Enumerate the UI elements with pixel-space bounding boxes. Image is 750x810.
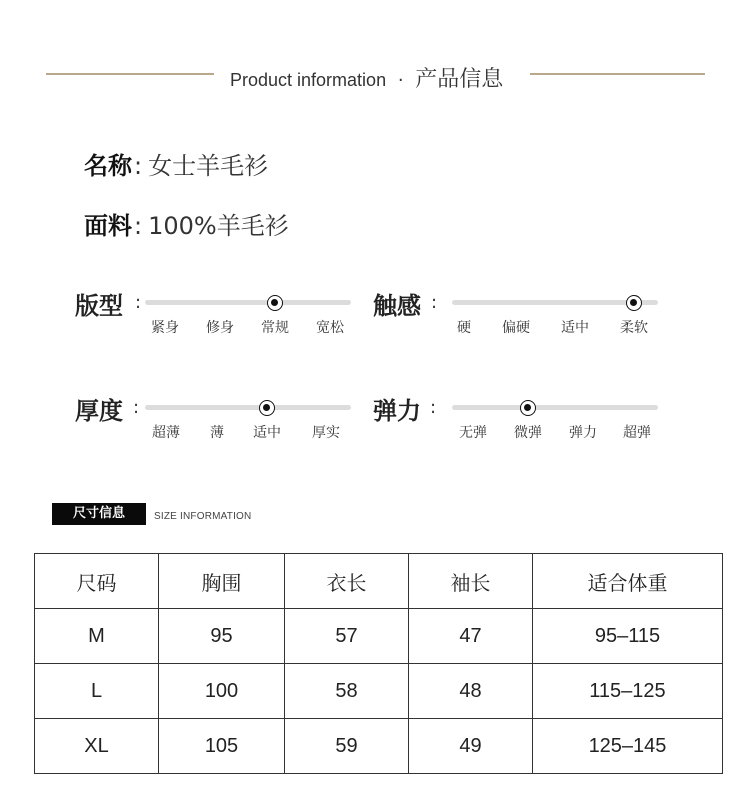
size-table-header: 胸围 [159,554,285,609]
fit-selected-knob [267,295,283,311]
size-info-subtitle: SIZE INFORMATION [154,511,252,522]
table-cell: 47 [409,609,533,664]
size-table-header: 适合体重 [533,554,723,609]
elasticity-track [452,405,658,410]
fit-option: 常规 [261,320,289,336]
table-cell: M [35,609,159,664]
fit-label: 版型 [75,292,123,320]
elasticity-option: 微弹 [514,425,542,441]
feel-label: 触感 [373,292,421,320]
fit-colon: : [135,292,142,313]
elasticity-option: 弹力 [569,425,597,441]
product-fabric-colon: : [134,212,143,240]
elasticity-selected-knob [520,400,536,416]
fit-option: 紧身 [151,320,179,336]
fit-option: 宽松 [316,320,344,336]
thickness-option: 适中 [253,425,281,441]
product-info-header [0,58,750,92]
product-fabric-label: 面料 [84,212,132,240]
feel-selected-knob [626,295,642,311]
table-cell: 58 [285,664,409,719]
table-cell: 95–115 [533,609,723,664]
size-table-header: 袖长 [409,554,533,609]
table-cell: 57 [285,609,409,664]
thickness-label: 厚度 [75,397,123,425]
table-cell: 49 [409,719,533,774]
table-row [35,719,723,774]
table-cell: 105 [159,719,285,774]
table-cell: 59 [285,719,409,774]
product-name-colon: : [134,152,143,180]
thickness-scale [75,391,375,451]
thickness-option: 超薄 [152,425,180,441]
feel-option: 柔软 [620,320,648,336]
thickness-option: 厚实 [312,425,340,441]
feel-scale [373,286,673,346]
fit-scale [75,286,375,346]
product-name-row [84,146,268,181]
table-cell: 100 [159,664,285,719]
size-table [34,553,723,774]
elasticity-label: 弹力 [373,397,421,425]
thickness-colon: : [133,397,140,418]
header-title [230,62,530,93]
product-fabric-row [84,206,289,241]
elasticity-scale [373,391,673,451]
elasticity-option: 无弹 [459,425,487,441]
header-title-cn: 产品信息 [415,67,504,92]
feel-option: 硬 [457,320,471,336]
thickness-selected-knob [259,400,275,416]
table-row [35,609,723,664]
table-cell: XL [35,719,159,774]
size-table-header: 尺码 [35,554,159,609]
feel-option: 偏硬 [502,320,530,336]
size-table-header: 衣长 [285,554,409,609]
fit-track [145,300,351,305]
thickness-track [145,405,351,410]
header-separator: · [397,70,404,91]
fit-option: 修身 [206,320,234,336]
table-cell: 125–145 [533,719,723,774]
table-cell: L [35,664,159,719]
header-title-en: Product information [230,70,387,90]
thickness-option: 薄 [210,425,224,441]
elasticity-option: 超弹 [623,425,651,441]
product-name-label: 名称 [84,152,132,180]
header-right-line [530,73,705,75]
header-left-line [46,73,214,75]
product-fabric-value: 100%羊毛衫 [148,212,289,240]
feel-colon: : [431,292,438,313]
elasticity-colon: : [430,397,437,418]
table-row [35,664,723,719]
size-info-tag: 尺寸信息 [52,503,146,525]
table-cell: 95 [159,609,285,664]
table-cell: 48 [409,664,533,719]
product-name-value: 女士羊毛衫 [148,152,269,180]
feel-option: 适中 [561,320,589,336]
table-cell: 115–125 [533,664,723,719]
size-table-header-row [35,554,723,609]
